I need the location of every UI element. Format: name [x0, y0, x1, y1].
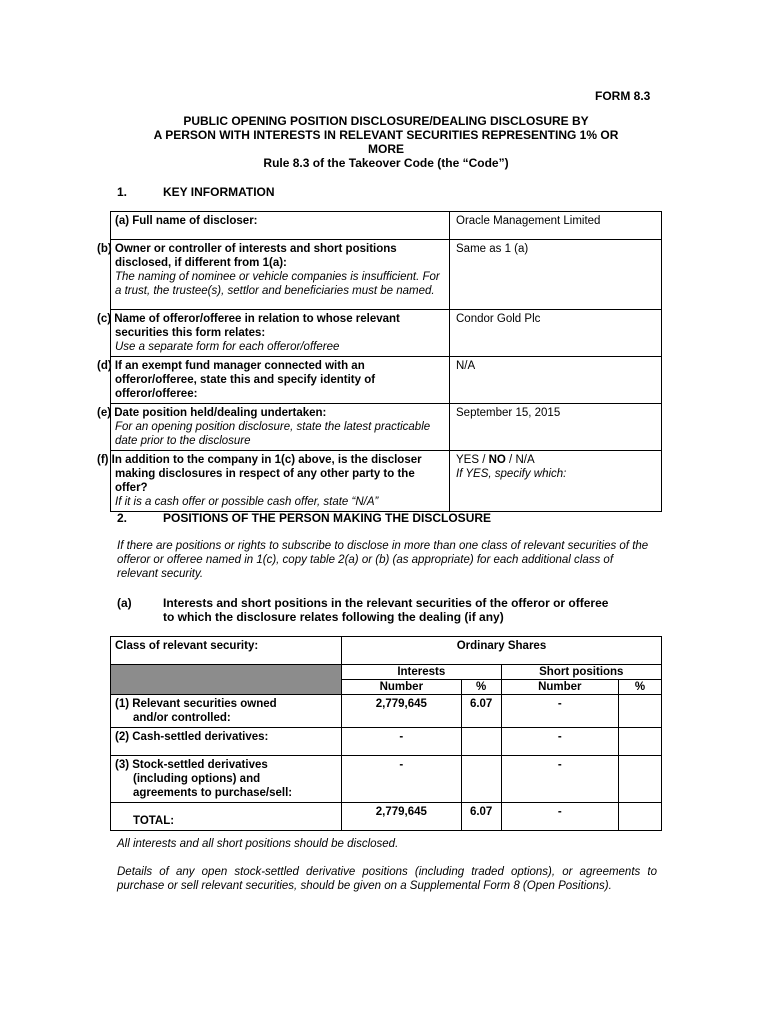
row-3-label-3: agreements to purchase/sell: — [133, 787, 293, 799]
key-information-table — [97, 211, 662, 512]
row-2-label: (2) Cash-settled derivatives: — [115, 731, 269, 743]
positions-table — [110, 636, 662, 831]
row-3-label-1: (3) Stock-settled derivatives — [115, 759, 268, 771]
header-shaded-cell — [111, 665, 342, 695]
short-positions-header: Short positions — [501, 665, 661, 680]
key-row-d — [111, 357, 662, 404]
section-1-number: 1. — [117, 185, 128, 199]
section-2-intro: If there are positions or rights to subscribe to disclose in more than one class of relevant securities of the offeror or offeree named in 1(c), copy table 2(a) or (b) (as appropriate) for each additional class of relevant security. — [117, 540, 649, 580]
row-2-short-percent — [618, 728, 661, 756]
key-value-a: Oracle Management Limited — [456, 215, 601, 227]
disclosure-note-2: Details of any open stock-settled derivative positions (including traded options), or agreements to purchase or sell relevant securities, should be given on a Supplemental Form 8 (Open Positions). — [117, 866, 657, 892]
subsection-a-heading-2: to which the disclosure relates following the dealing (if any) — [163, 610, 504, 624]
title-line-4: Rule 8.3 of the Takeover Code (the “Code”) — [263, 156, 509, 170]
row-2-short-number: - — [501, 728, 618, 756]
key-label-a: (a) Full name of discloser: — [115, 215, 258, 227]
key-value-e: September 15, 2015 — [456, 407, 561, 419]
key-note-c: Use a separate form for each offeror/offeree — [115, 341, 340, 353]
subsection-a-number: (a) — [117, 596, 132, 610]
row-1-short-percent — [618, 695, 661, 728]
total-interest-percent: 6.07 — [461, 803, 501, 831]
key-label-b: (b) Owner or controller of interests and short positions disclosed, if different from 1(a): — [97, 243, 397, 269]
yes-option: YES / — [456, 454, 489, 466]
section-2-heading: POSITIONS OF THE PERSON MAKING THE DISCLOSURE — [163, 511, 492, 525]
key-row-f — [111, 451, 662, 512]
row-1-label-2: and/or controlled: — [133, 712, 231, 724]
key-row-e — [111, 404, 662, 451]
row-3-interest-number: - — [341, 756, 461, 803]
key-value-note-f: If YES, specify which: — [456, 468, 567, 480]
key-note-b: The naming of nominee or vehicle companies is insufficient. For a trust, the trustee(s), settlor and beneficiaries must be named. — [115, 271, 440, 297]
key-row-c — [111, 310, 662, 357]
no-option: NO — [488, 454, 506, 466]
row-3-interest-percent — [461, 756, 501, 803]
total-row — [111, 803, 662, 831]
subsection-a-heading-1: Interests and short positions in the relevant securities of the offeror or offeree — [163, 596, 609, 610]
class-value: Ordinary Shares — [341, 637, 661, 665]
short-number-header: Number — [501, 680, 618, 695]
key-value-c: Condor Gold Plc — [456, 313, 541, 325]
class-row — [111, 637, 662, 665]
key-label-f: (f) In addition to the company in 1(c) above, is the discloser making disclosures in respect of any other party to the offer? — [97, 454, 422, 494]
key-value-f — [456, 453, 655, 467]
section-1-heading: KEY INFORMATION — [163, 185, 275, 199]
key-label-e: (e) Date position held/dealing undertaken: — [97, 407, 327, 419]
row-2-interest-percent — [461, 728, 501, 756]
row-1-label-1: (1) Relevant securities owned — [115, 698, 277, 710]
key-row-b — [111, 240, 662, 310]
section-2-number: 2. — [117, 511, 128, 525]
key-label-d: (d) If an exempt fund manager connected with an offeror/offeree, state this and specify identity of offeror/offeree: — [97, 360, 376, 400]
table-row — [111, 756, 662, 803]
short-percent-header: % — [618, 680, 661, 695]
row-1-short-number: - — [501, 695, 618, 728]
group-header-row — [111, 665, 662, 680]
form-number: FORM 8.3 — [595, 89, 651, 103]
row-2-interest-number: - — [341, 728, 461, 756]
key-value-d: N/A — [456, 360, 476, 372]
key-row-a — [111, 212, 662, 240]
key-note-f: If it is a cash offer or possible cash offer, state “N/A” — [115, 496, 379, 508]
title-line-1: PUBLIC OPENING POSITION DISCLOSURE/DEALING DISCLOSURE BY — [183, 114, 589, 128]
title-line-2: A PERSON WITH INTERESTS IN RELEVANT SECURITIES REPRESENTING 1% OR — [153, 128, 619, 142]
row-3-short-number: - — [501, 756, 618, 803]
key-note-e: For an opening position disclosure, state the latest practicable date prior to the disclosure — [115, 421, 431, 447]
table-row — [111, 695, 662, 728]
key-value-b: Same as 1 (a) — [456, 243, 529, 255]
total-interest-number: 2,779,645 — [341, 803, 461, 831]
document-title — [110, 114, 662, 170]
title-line-3: MORE — [368, 142, 404, 156]
key-label-c: (c) Name of offeror/offeree in relation to whose relevant securities this form relates: — [97, 313, 400, 339]
total-label: TOTAL: — [111, 803, 342, 831]
total-short-number: - — [501, 803, 618, 831]
table-row — [111, 728, 662, 756]
na-option: / N/A — [505, 454, 535, 466]
interests-percent-header: % — [461, 680, 501, 695]
row-3-short-percent — [618, 756, 661, 803]
interests-header: Interests — [341, 665, 501, 680]
class-label: Class of relevant security: — [111, 637, 342, 665]
disclosure-note-1: All interests and all short positions should be disclosed. — [117, 838, 399, 850]
row-1-interest-number: 2,779,645 — [341, 695, 461, 728]
total-short-percent — [618, 803, 661, 831]
row-1-interest-percent: 6.07 — [461, 695, 501, 728]
row-3-label-2: (including options) and — [133, 773, 261, 785]
interests-number-header: Number — [341, 680, 461, 695]
